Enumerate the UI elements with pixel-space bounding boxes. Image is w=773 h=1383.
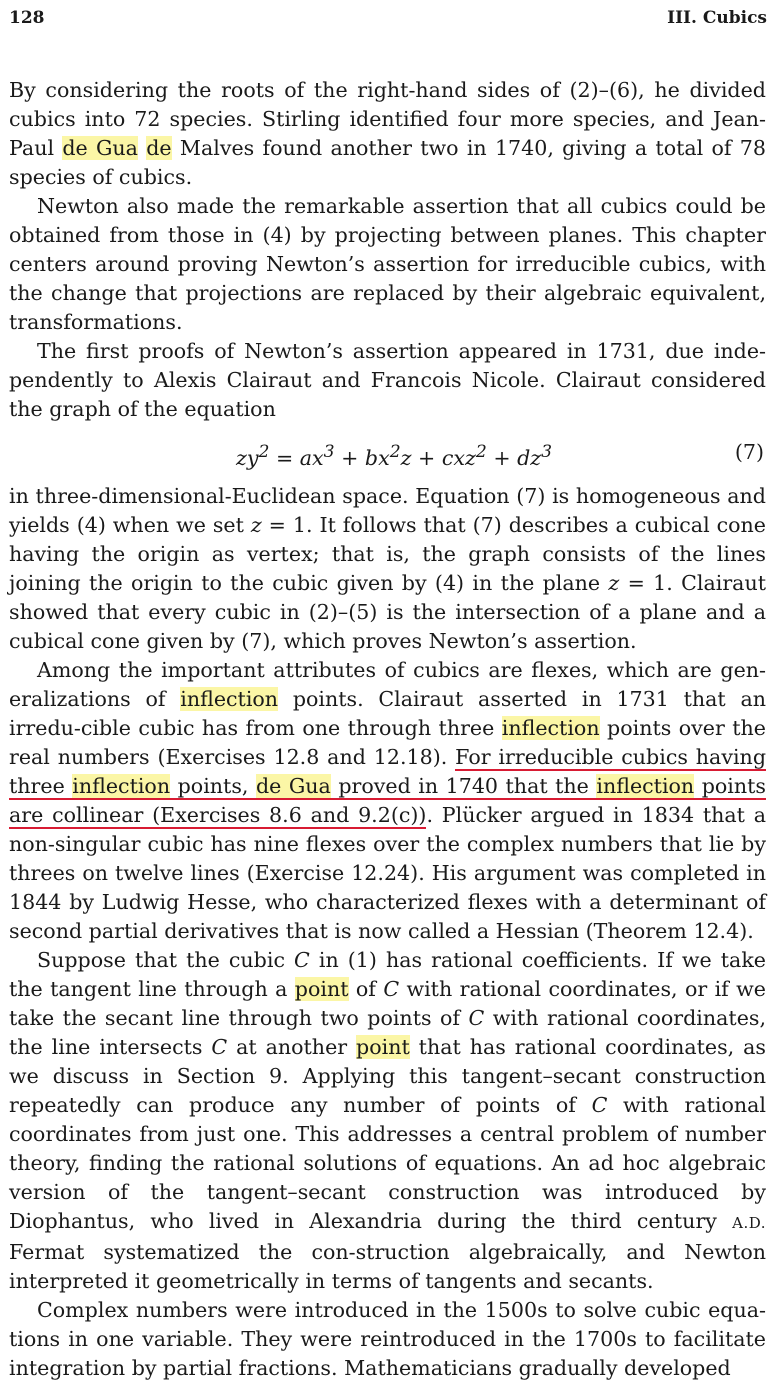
highlight[interactable]: inflection: [72, 774, 171, 798]
equation-body: $zy^2 = ax^3 + bx^2z + cxz^2 + dz^3$: [236, 442, 553, 470]
highlight[interactable]: point: [294, 977, 349, 1001]
paragraph-4: in three-dimensional-Euclidean space. Equation (7) is homogeneous and yields (4) when we set z = 1. It follows that (7) describes a cubical cone having the origin as vertex; that is, the graph consists of the lines joining the origin to the cubic given by (4) in the plane z = 1. Clairaut showed that every cubic in (2)–(5) is the intersection of a plane and a cubical cone given by (7), which proves Newton’s assertion.: [9, 484, 766, 653]
highlight[interactable]: de Gua: [255, 774, 331, 798]
paragraph-5: Among the important attributes of cubics are flexes, which are gen-eralizations of inflection points. Clairaut asserted in 1731 that an irredu-cible cubic has from one through three inflection points over the real numbers (Exercises 12.8 and 12.18). For irreducible cubics having three inflection points, de Gua proved in 1740 that the inflection points are collinear (Exercises 8.6 and 9.2(c)). Plücker argued in 1834 that a non-singular cubic has nine flexes over the complex numbers that lie by threes on twelve lines (Exercise 12.24). His argument was completed in 1844 by Ludwig Hesse, who characterized flexes with a determinant of second partial derivatives that is now called a Hessian (Theorem 12.4).: [9, 658, 766, 943]
paragraph-2: Newton also made the remarkable assertion that all cubics could be obtained from those in (4) by projecting between planes. This chapter centers around proving Newton’s assertion for irreducible cubics, with the change that projections are replaced by their algebraic equivalent, transformations.: [9, 194, 766, 334]
running-title: III. Cubics: [667, 8, 767, 28]
running-header: [9, 8, 767, 34]
paragraph-7: Complex numbers were introduced in the 1500s to solve cubic equa-tions in one variable. They were reintroduced in the 1700s to facilitate integration by partial fractions. Mathematicians gradually developed: [9, 1298, 766, 1380]
highlight[interactable]: inflection: [180, 687, 279, 711]
paragraph-1: By considering the roots of the right-hand sides of (2)–(6), he divided cubics into 72 species. Stirling identified four more species, and Jean-Paul de Gua de Malves found another two in 1740, giving a total of 78 species of cubics.: [9, 78, 767, 189]
highlight[interactable]: inflection: [596, 774, 695, 798]
highlight[interactable]: point: [356, 1035, 410, 1059]
page-number: 128: [9, 8, 45, 28]
paragraph-3: The first proofs of Newton’s assertion appeared in 1731, due inde-pendently to Alexis Clairaut and Francois Nicole. Clairaut considered the graph of the equation: [9, 339, 766, 421]
highlight[interactable]: de Gua: [62, 136, 138, 160]
highlight[interactable]: inflection: [501, 716, 600, 740]
highlight[interactable]: de: [146, 136, 172, 160]
underline-annotation[interactable]: For irreducible cubics having three inflection points, de Gua proved in 1740 that the inflection points are collinear (Exercises 8.6 and 9.2(c)): [9, 745, 766, 827]
paragraph-6: Suppose that the cubic C in (1) has rational coefficients. If we take the tangent line through a point of C with rational coordinates, or if we take the secant line through two points of C with rational coordinates, the line intersects C at another point that has rational coordinates, as we discuss in Section 9. Applying this tangent–secant construction repeatedly can produce any number of points of C with rational coordinates from just one. This addresses a central problem of number theory, finding the rational solutions of equations. An ad hoc algebraic version of the tangent–secant construction was introduced by Diophantus, who lived in Alexandria during the third century A.D. Fermat systematized the con-struction algebraically, and Newton interpreted it geometrically in terms of tangents and secants.: [9, 948, 767, 1293]
equation-number: (7): [734, 440, 764, 464]
body-text: [9, 76, 766, 1383]
equation-7: [9, 424, 766, 482]
